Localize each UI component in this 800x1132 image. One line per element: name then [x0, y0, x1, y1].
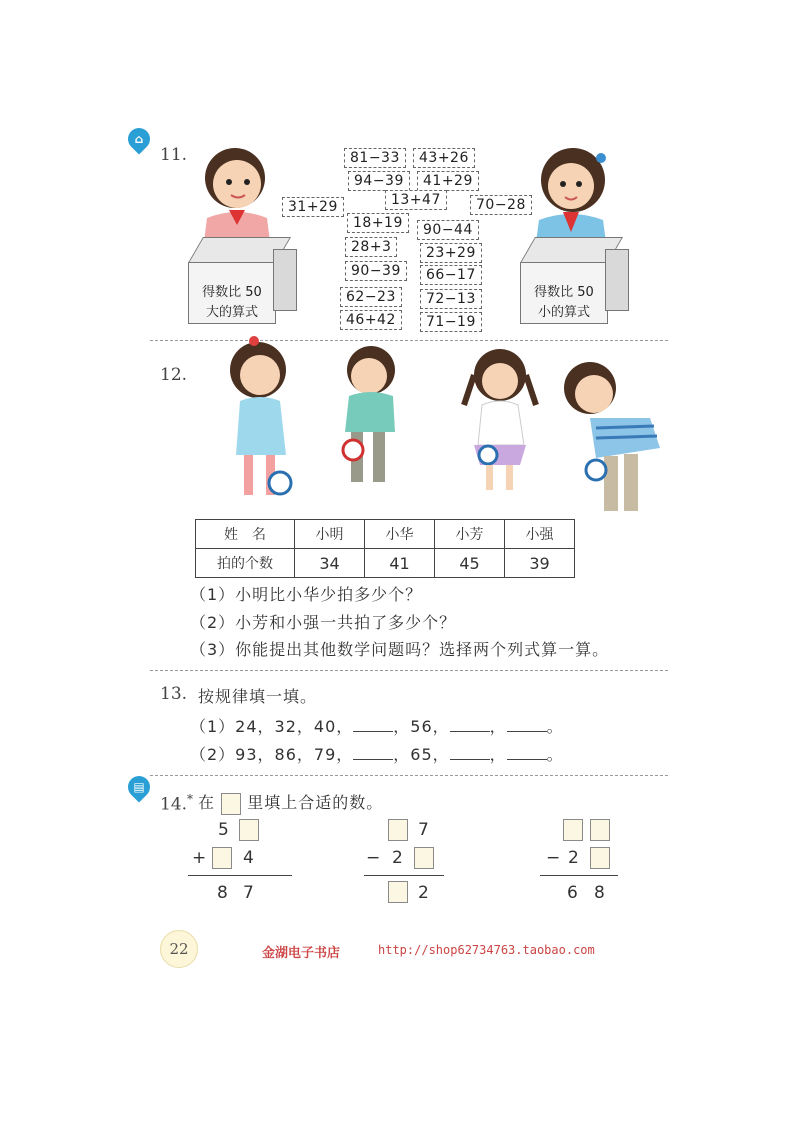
- answer-blank[interactable]: [450, 717, 490, 732]
- girl-illustration: [525, 140, 615, 250]
- answer-blank[interactable]: [353, 717, 393, 732]
- sequence-text: 。: [546, 745, 564, 764]
- operator: −: [546, 848, 561, 868]
- q14-number-text: 14.: [160, 794, 188, 815]
- answer-box[interactable]: [563, 819, 583, 841]
- answer-box[interactable]: [239, 819, 259, 841]
- answer-blank[interactable]: [450, 745, 490, 760]
- boy-bouncing-ball-illustration: [335, 342, 405, 492]
- card-expression[interactable]: 90−39: [345, 261, 407, 281]
- operator: −: [366, 848, 381, 868]
- card-expression[interactable]: 41+29: [417, 171, 479, 191]
- q14-number: [160, 792, 193, 815]
- optional-star: *: [187, 792, 194, 806]
- page-number: 22: [169, 940, 189, 958]
- box-label: 得数比 50: [202, 285, 262, 300]
- digit: 8: [217, 883, 228, 903]
- answer-box[interactable]: [388, 881, 408, 903]
- sequence-text: ，65，: [393, 745, 450, 764]
- sequence-text: 。: [546, 717, 564, 736]
- box-label: 得数比 50: [534, 285, 594, 300]
- answer-box[interactable]: [590, 819, 610, 841]
- table-row: [196, 520, 575, 549]
- answer-blank[interactable]: [507, 717, 547, 732]
- table-header-cell: 小强: [505, 520, 575, 549]
- answer-box[interactable]: [590, 847, 610, 869]
- answer-box[interactable]: [414, 847, 434, 869]
- digit: 4: [243, 848, 254, 868]
- answer-blank[interactable]: [353, 745, 393, 760]
- sequence-text: （2）93，86，79，: [190, 745, 354, 764]
- q14-title: [198, 790, 383, 815]
- q12-question-2: （2）小芳和小强一共拍了多少个？: [190, 613, 457, 632]
- table-header-cell: 小芳: [435, 520, 505, 549]
- answer-blank[interactable]: [507, 745, 547, 760]
- table-row: [196, 549, 575, 578]
- difference-line: [540, 875, 618, 876]
- table-header-cell: 姓 名: [196, 520, 295, 549]
- q14-title-text: 里填上合适的数。: [247, 793, 384, 812]
- digit: 7: [418, 820, 429, 840]
- book-badge-icon: ▤: [123, 771, 154, 802]
- table-cell: 45: [435, 549, 505, 578]
- q11-number: 11.: [160, 145, 188, 165]
- answer-box[interactable]: [388, 819, 408, 841]
- card-expression[interactable]: 72−13: [420, 289, 482, 309]
- card-expression[interactable]: 94−39: [348, 171, 410, 191]
- digit: 2: [418, 883, 429, 903]
- card-expression[interactable]: 62−23: [340, 287, 402, 307]
- digit: 2: [392, 848, 403, 868]
- card-expression[interactable]: 23+29: [420, 243, 482, 263]
- box-less-than-50[interactable]: [520, 262, 608, 324]
- q13-title: 按规律填一填。: [198, 687, 318, 706]
- girl-bouncing-ball-illustration: [222, 335, 302, 505]
- section-divider: [150, 775, 668, 776]
- card-expression[interactable]: 13+47: [385, 190, 447, 210]
- digit: 7: [243, 883, 254, 903]
- box-label: 小的算式: [537, 305, 590, 320]
- q12-question-3: （3）你能提出其他数学问题吗？选择两个列式算一算。: [190, 640, 610, 659]
- box-greater-than-50[interactable]: [188, 262, 276, 324]
- store-url-watermark: http://shop62734763.taobao.com: [378, 943, 595, 957]
- q12-number: 12.: [160, 365, 188, 385]
- sequence-text: ，: [489, 745, 507, 764]
- card-expression[interactable]: 18+19: [347, 213, 409, 233]
- card-expression[interactable]: 90−44: [417, 220, 479, 240]
- card-left-hand[interactable]: 31+29: [282, 197, 344, 217]
- house-badge-icon: ⌂: [123, 123, 154, 154]
- q12-question-1: （1）小明比小华少拍多少个？: [190, 585, 423, 604]
- table-cell: 41: [365, 549, 435, 578]
- q13-row-1: [190, 714, 564, 737]
- q13-row-2: [190, 742, 564, 765]
- digit: 6: [567, 883, 578, 903]
- card-expression[interactable]: 43+26: [413, 148, 475, 168]
- digit: 5: [218, 820, 229, 840]
- card-expression[interactable]: 81−33: [344, 148, 406, 168]
- table-header-cell: 小明: [295, 520, 365, 549]
- boy-striped-shirt-illustration: [560, 358, 670, 518]
- boy-illustration: [195, 140, 285, 250]
- girl-pigtails-illustration: [460, 345, 540, 495]
- card-right-hand[interactable]: 70−28: [470, 195, 532, 215]
- sequence-text: ，: [489, 717, 507, 736]
- answer-box[interactable]: [212, 847, 232, 869]
- table-cell: 34: [295, 549, 365, 578]
- box-label: 大的算式: [205, 305, 258, 320]
- operator: +: [192, 848, 207, 868]
- table-header-cell: 小华: [365, 520, 435, 549]
- digit: 8: [594, 883, 605, 903]
- q14-title-text: 在: [198, 793, 216, 812]
- section-divider: [150, 670, 668, 671]
- page-number-badge: [160, 930, 198, 968]
- sequence-text: ，56，: [393, 717, 450, 736]
- digit: 2: [568, 848, 579, 868]
- table-cell: 39: [505, 549, 575, 578]
- difference-line: [364, 875, 444, 876]
- q13-number: 13.: [160, 684, 188, 704]
- card-expression[interactable]: 71−19: [420, 312, 482, 332]
- store-watermark: 金湖电子书店: [262, 946, 341, 961]
- card-expression[interactable]: 66−17: [420, 265, 482, 285]
- example-box: [221, 793, 241, 815]
- score-table: [195, 519, 575, 578]
- card-expression[interactable]: 46+42: [340, 310, 402, 330]
- sum-line: [188, 875, 292, 876]
- table-cell: 拍的个数: [196, 549, 295, 578]
- sequence-text: （1）24，32，40，: [190, 717, 354, 736]
- card-expression[interactable]: 28+3: [345, 237, 397, 257]
